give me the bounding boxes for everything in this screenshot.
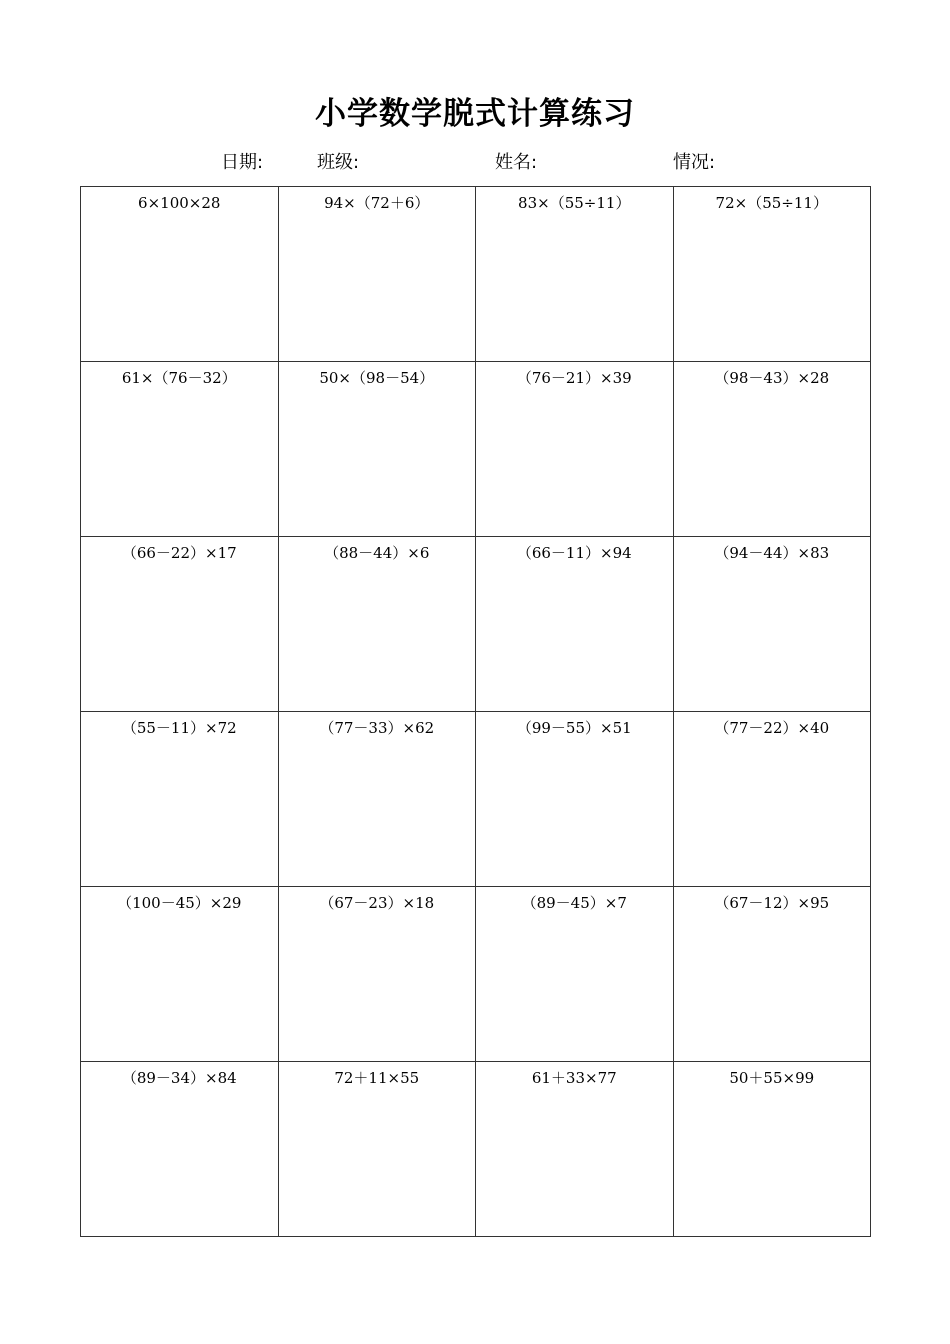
problem-cell[interactable] xyxy=(476,362,674,537)
problem-text: （100－45）×29 xyxy=(117,894,242,912)
problem-cell[interactable] xyxy=(81,712,279,887)
problem-text: （76－21）×39 xyxy=(516,369,632,387)
problem-cell[interactable] xyxy=(476,537,674,712)
problem-cell[interactable] xyxy=(674,362,872,537)
problem-text: （67－23）×18 xyxy=(319,894,435,912)
problem-text: 61×（76－32） xyxy=(121,369,237,387)
problem-cell[interactable] xyxy=(81,187,279,362)
problem-text: 6×100×28 xyxy=(138,194,221,212)
problem-text: （67－12）×95 xyxy=(714,894,830,912)
problem-cell[interactable] xyxy=(674,1062,872,1237)
problem-cell[interactable] xyxy=(81,537,279,712)
problem-grid xyxy=(80,186,871,1237)
problem-cell[interactable] xyxy=(279,537,477,712)
problem-text: （55－11）×72 xyxy=(121,719,237,737)
problem-cell[interactable] xyxy=(674,187,872,362)
problem-text: 50×（98－54） xyxy=(319,369,435,387)
class-label: 班级: xyxy=(317,152,360,173)
problem-cell[interactable] xyxy=(674,537,872,712)
problem-text: 83×（55÷11） xyxy=(518,194,631,212)
problem-text: 72×（55÷11） xyxy=(715,194,828,212)
problem-text: （77－22）×40 xyxy=(714,719,830,737)
problem-text: （88－44）×6 xyxy=(324,544,430,562)
problem-text: 94×（72＋6） xyxy=(324,194,430,212)
problem-text: （66－22）×17 xyxy=(121,544,237,562)
problem-text: （98－43）×28 xyxy=(714,369,830,387)
problem-text: 72＋11×55 xyxy=(334,1069,420,1087)
problem-cell[interactable] xyxy=(81,1062,279,1237)
problem-text: （99－55）×51 xyxy=(516,719,632,737)
problem-cell[interactable] xyxy=(279,362,477,537)
problem-cell[interactable] xyxy=(476,187,674,362)
problem-text: （77－33）×62 xyxy=(319,719,435,737)
problem-cell[interactable] xyxy=(476,712,674,887)
problem-cell[interactable] xyxy=(81,362,279,537)
problem-cell[interactable] xyxy=(674,712,872,887)
problem-text: 61＋33×77 xyxy=(531,1069,617,1087)
problem-text: （94－44）×83 xyxy=(714,544,830,562)
status-label: 情况: xyxy=(673,152,716,173)
problem-cell[interactable] xyxy=(279,887,477,1062)
problem-cell[interactable] xyxy=(81,887,279,1062)
problem-cell[interactable] xyxy=(476,887,674,1062)
problem-text: （66－11）×94 xyxy=(516,544,632,562)
date-label: 日期: xyxy=(221,152,264,173)
problem-cell[interactable] xyxy=(674,887,872,1062)
problem-text: （89－45）×7 xyxy=(521,894,627,912)
problem-cell[interactable] xyxy=(279,712,477,887)
problem-text: （89－34）×84 xyxy=(121,1069,237,1087)
name-label: 姓名: xyxy=(495,152,538,173)
problem-cell[interactable] xyxy=(476,1062,674,1237)
problem-cell[interactable] xyxy=(279,1062,477,1237)
problem-cell[interactable] xyxy=(279,187,477,362)
page-title: 小学数学脱式计算练习 xyxy=(315,96,635,132)
problem-text: 50＋55×99 xyxy=(729,1069,815,1087)
